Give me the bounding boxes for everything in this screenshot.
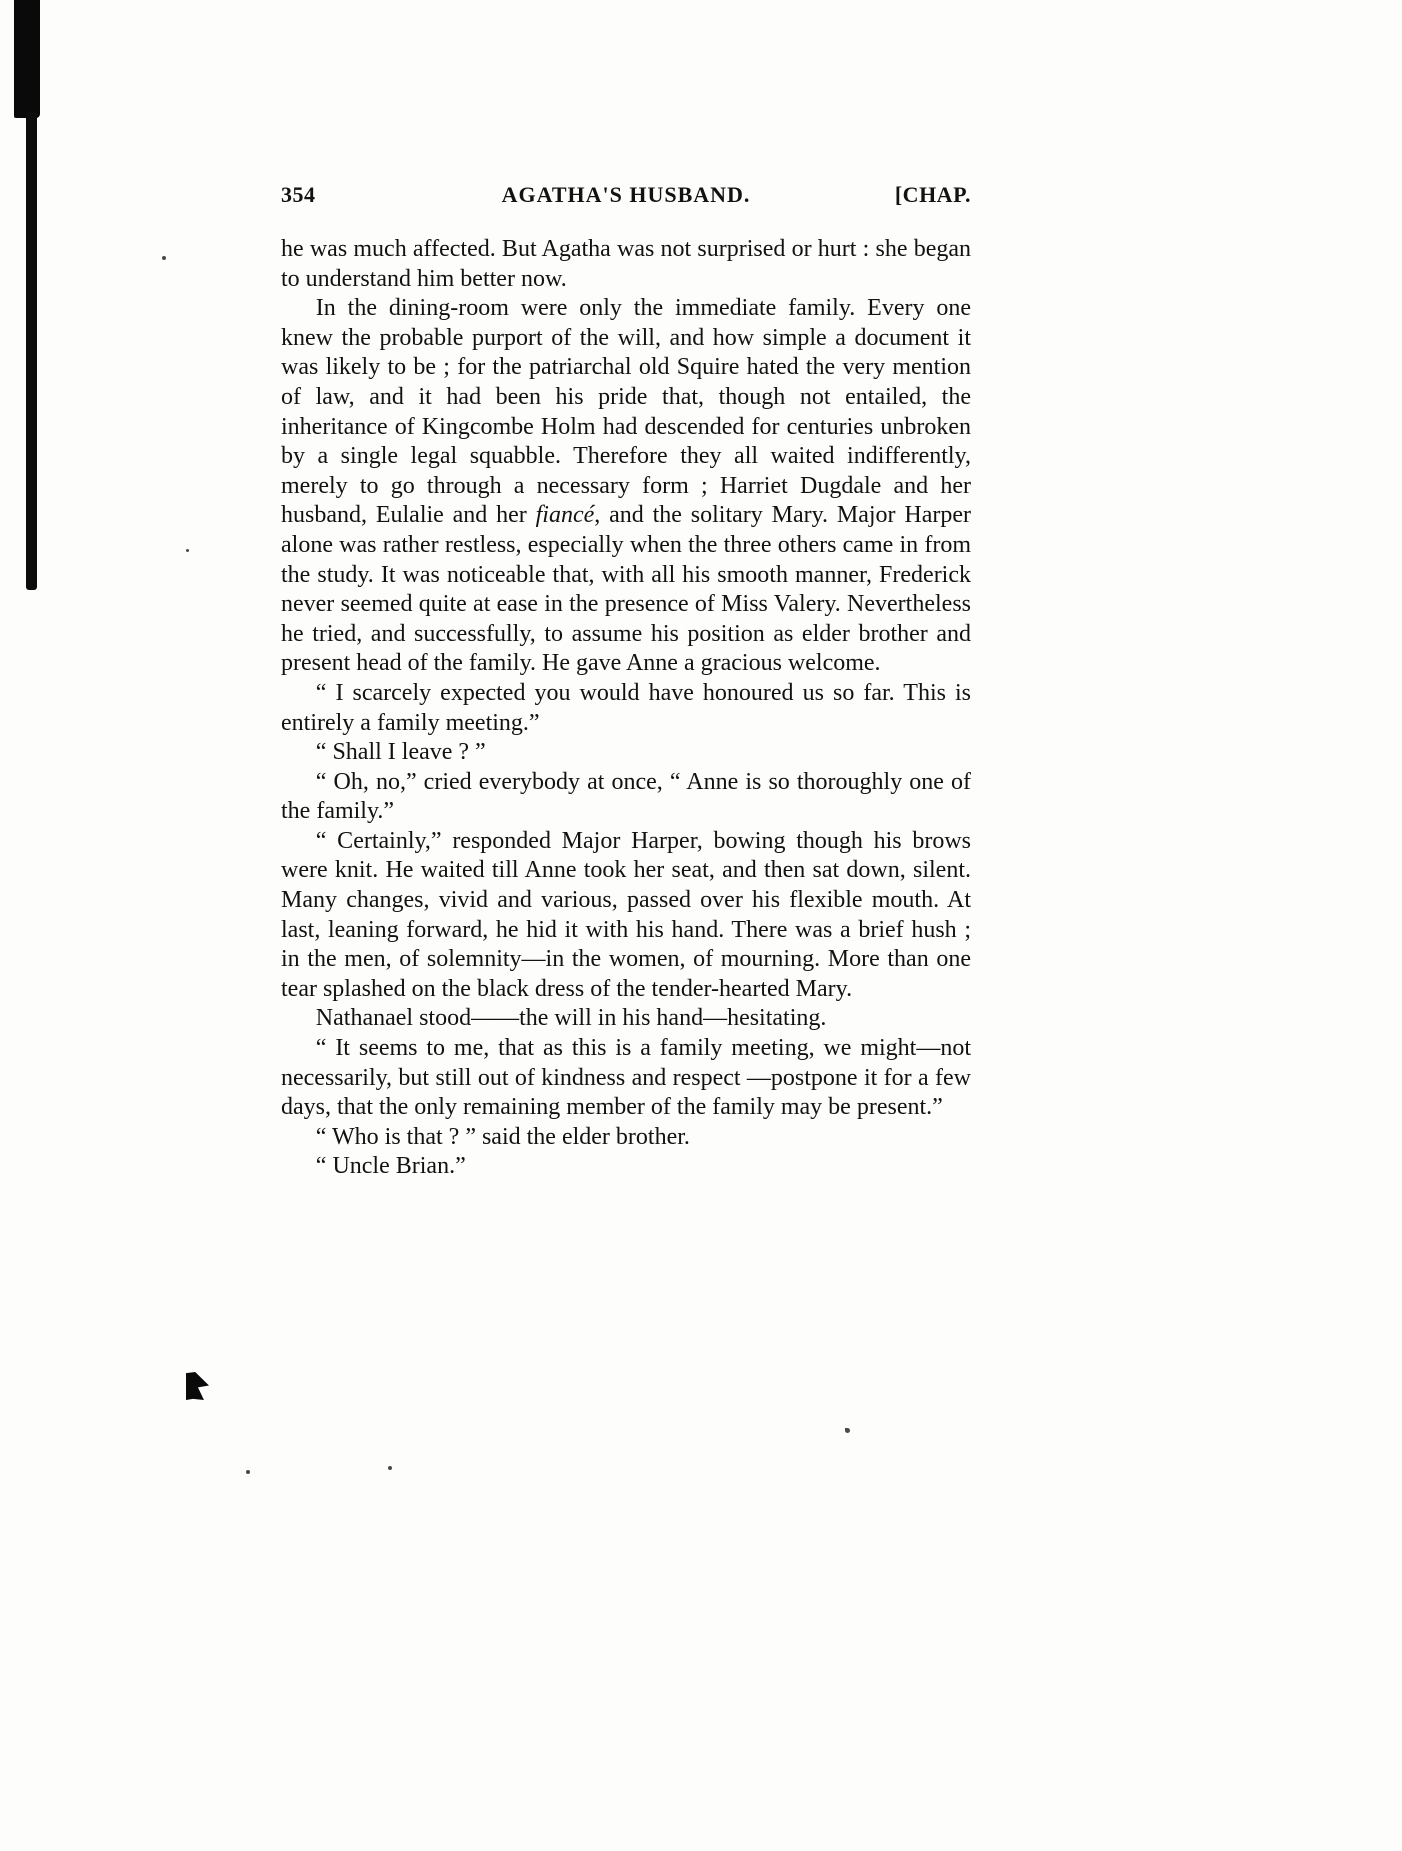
ink-blot <box>186 1372 209 1400</box>
scan-edge-artifact <box>14 0 40 118</box>
scan-speck <box>246 1470 250 1474</box>
italic-text: fiancé <box>535 502 595 529</box>
text-segment: “ I scarcely expected you would have honoured us so far. This is entirely a family meeting.” <box>281 679 971 736</box>
page-header <box>281 182 971 208</box>
text-segment: “ Oh, no,” cried everybody at once, “ Anne is so thoroughly one of the family.” <box>281 768 971 825</box>
paragraph <box>281 768 971 827</box>
text-block <box>281 182 971 1182</box>
paragraph <box>281 1123 971 1153</box>
text-segment: “ Shall I leave ? ” <box>315 739 486 766</box>
text-segment: Nathanael stood——the will in his hand—hesitating. <box>315 1005 827 1032</box>
text-segment: “ Certainly,” responded Major Harper, bowing though his brows were knit. He waited till Anne took her seat, and then sat down, silent. Many changes, vivid and various, passed over his flexible mouth. At last, leaning forward, he hid it with his hand. There was a brief hush ; in the men, of solemnity—in the women, of mourning. More than one tear splashed on the black dress of the tender-hearted Mary. <box>281 827 971 1002</box>
running-title: AGATHA'S HUSBAND. <box>501 182 751 207</box>
scan-speck <box>845 1428 850 1433</box>
paragraph <box>281 294 971 679</box>
page-number: 354 <box>281 182 316 207</box>
scan-edge-artifact <box>26 112 37 590</box>
paragraph <box>281 679 971 738</box>
paragraph <box>281 827 971 1005</box>
paragraph <box>281 235 971 294</box>
scan-speck <box>162 256 166 260</box>
chapter-marker: [CHAP. <box>894 182 971 207</box>
paragraph <box>281 1152 971 1182</box>
paragraph <box>281 1034 971 1123</box>
text-segment: , and the solitary Mary. Major Harper alone was rather restless, especially when the three others came in from the study. It was noticeable that, with all his smooth manner, Frederick never seemed quite at ease in the presence of Miss Valery. Nevertheless he tried, and successfully, to assume his position as elder brother and present head of the family. He gave Anne a gracious welcome. <box>281 502 971 677</box>
scan-speck <box>388 1466 392 1470</box>
scan-speck <box>186 549 189 552</box>
text-segment: “ Uncle Brian.” <box>315 1153 466 1180</box>
text-segment: “ Who is that ? ” said the elder brother. <box>315 1123 690 1150</box>
paragraph <box>281 1004 971 1034</box>
text-segment: In the dining-room were only the immediate family. Every one knew the probable purport of the will, and how simple a document it was likely to be ; for the patriarchal old Squire hated the very mention of law, and it had been his pride that, though not entailed, the inheritance of Kingcombe Holm had descended for centuries unbroken by a single legal squabble. Therefore they all waited indifferently, merely to go through a necessary form ; Harriet Dugdale and her husband, Eulalie and her <box>281 295 971 529</box>
paragraph <box>281 738 971 768</box>
text-segment: he was much affected. But Agatha was not surprised or hurt : she began to understand him better now. <box>281 236 971 292</box>
body-text <box>281 235 971 1182</box>
text-segment: “ It seems to me, that as this is a family meeting, we might—not necessarily, but still out of kindness and respect —postpone it for a few days, that the only remaining member of the family may be present.” <box>281 1035 971 1121</box>
